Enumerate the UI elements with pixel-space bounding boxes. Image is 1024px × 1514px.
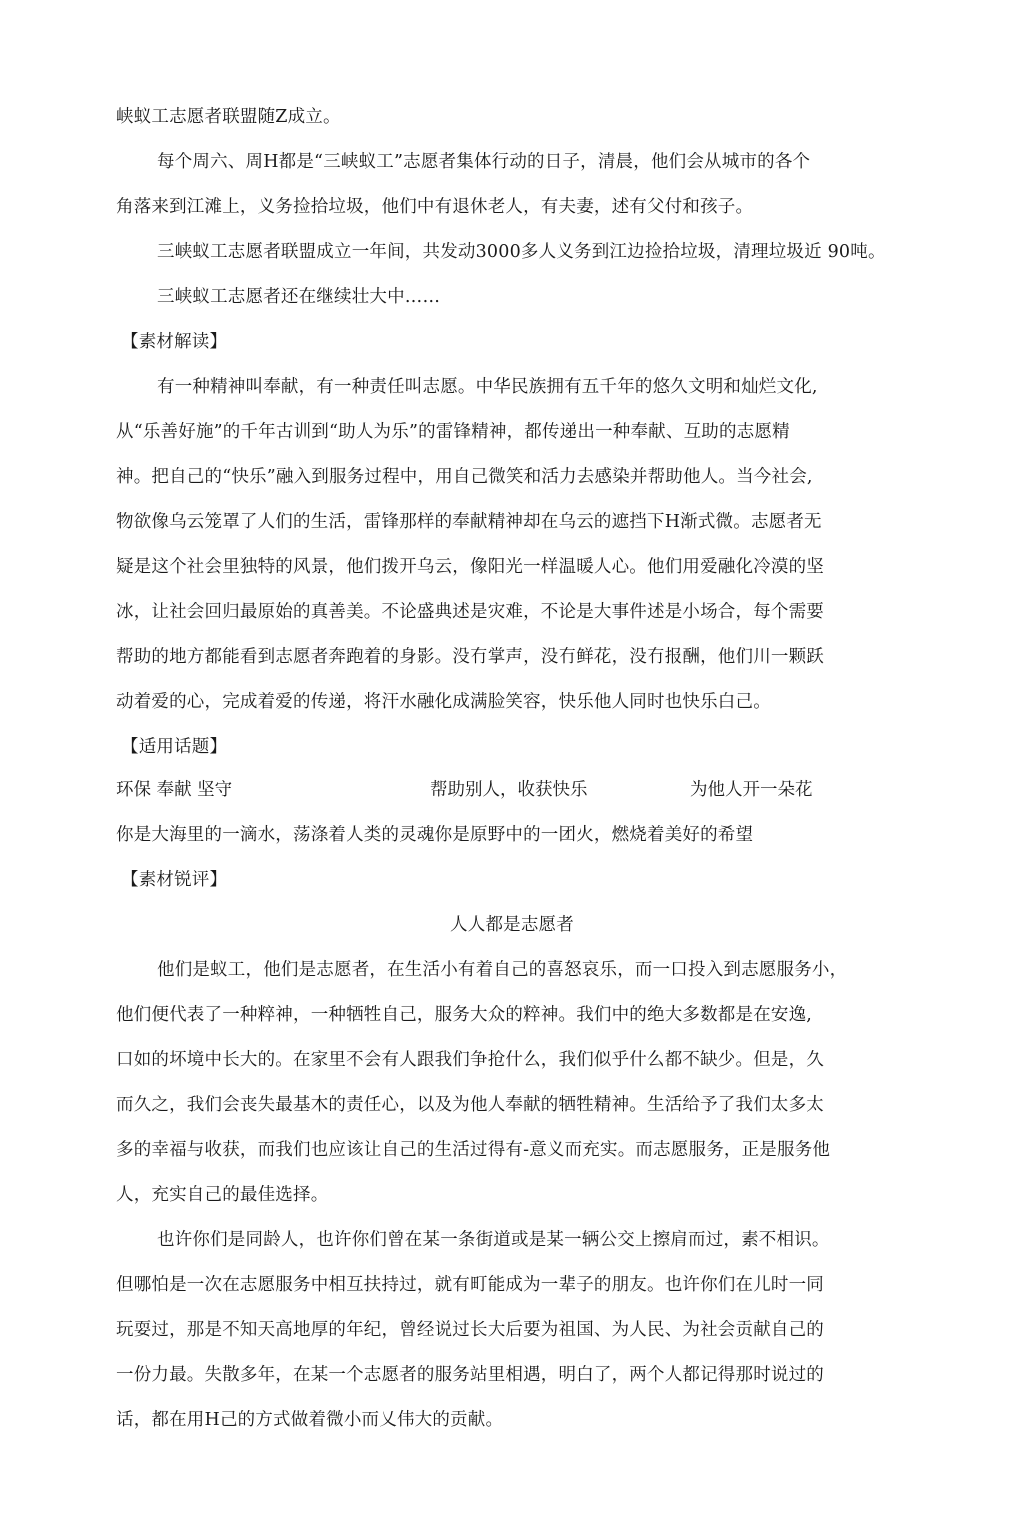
review-line: 人，充实自己的最佳选择。 — [116, 1185, 329, 1205]
review-line: 他们便代表了一种粹神，一种牺牲自己，服务大众的粹神。我们中的绝大多数都是在安逸, — [116, 1005, 813, 1025]
review-line: 多的幸福与收获，而我们也应该让自己的生活过得有-意义而充实。而志愿服务，正是服务他 — [116, 1140, 831, 1160]
section-heading-topics: 【适用话题】 — [121, 737, 228, 757]
topic-helping-others: 帮助别人，收获快乐 — [430, 780, 588, 800]
intro-line: 每个周六、周H都是“三峡蚁工”志愿者集体行动的日子，清晨，他们会从城市的各个 — [157, 152, 811, 172]
essay-title: 人人都是志愿者 — [450, 915, 574, 935]
interpretation-line: 有一种精神叫奉献，有一种责任叫志愿。中华民族拥有五千年的悠久文明和灿烂文化, — [157, 377, 818, 397]
review-line: 玩耍过，那是不知天高地厚的年纪，曾经说过长大后要为祖国、为人民、为社会贡献自己的 — [116, 1320, 824, 1340]
review-line: 话，都在用H己的方式做着微小而乂伟大的贡献。 — [116, 1410, 504, 1430]
topic-environment: 环保 奉献 坚守 — [116, 780, 233, 800]
review-line: 但哪怕是一次在志愿服务中相互扶持过，就有町能成为一辈子的朋友。也许你们在儿时一同 — [116, 1275, 824, 1295]
interpretation-line: 疑是这个社会里独特的风景，他们拨开乌云，像阳光一样温暖人心。他们用爱融化冷漠的坚 — [116, 557, 824, 577]
review-line: 而久之，我们会丧失最基木的责任心，以及为他人奉献的牺牲精神。生活给予了我们太多太 — [116, 1095, 824, 1115]
interpretation-line: 神。把自己的“快乐”融入到服务过程中，用自己微笑和活力去感染并帮助他人。当今社会, — [116, 467, 813, 487]
review-line: 他们是蚁工，他们是志愿者，在生活小有着自己的喜怒哀乐，而一口投入到志愿服务小， — [157, 960, 848, 980]
intro-line: 角落来到江滩上，义务捡拾垃圾，他们中有退休老人，有夫妻，述有父付和孩子。 — [116, 197, 754, 217]
review-line: 也许你们是同龄人，也许你们曾在某一条街道或是某一辆公交上擦肩而过，素不相识。 — [157, 1230, 830, 1250]
intro-line: 峡蚁工志愿者联盟随Z成立。 — [116, 107, 341, 127]
interpretation-line: 从“乐善好施”的千年古训到“助人为乐”的雷锋精神，都传递出一种奉献、互助的志愿精 — [116, 422, 790, 442]
interpretation-line: 帮助的地方都能看到志愿者奔跑着的身影。没冇掌声，没冇鲜花，没冇报酬，他们川一颗跃 — [116, 647, 824, 667]
section-heading-interpretation: 【素材解读】 — [121, 332, 228, 352]
topic-flower: 为他人开一朵花 — [690, 780, 813, 800]
topic-drop-of-water: 你是大海里的一滴水，荡涤着人类的灵魂你是原野中的一团火，燃烧着美好的希望 — [116, 825, 754, 845]
review-line: 一份力最。失散多年，在某一个志愿者的服务站里相遇，明白了，两个人都记得那时说过的 — [116, 1365, 824, 1385]
review-line: 口如的坏境中长大的。在家里不会有人跟我们争抢什么，我们似乎什么都不缺少。但是，久 — [116, 1050, 824, 1070]
interpretation-line: 动着爱的心，完成着爱的传递，将汗水融化成满脸笑容，快乐他人同时也快乐白己。 — [116, 692, 771, 712]
intro-line: 三峡蚁工志愿者还在继续壮大中…… — [157, 287, 441, 307]
interpretation-line: 冰，让社会回归最原始的真善美。不论盛典述是灾难，不论是大事件述是小场合，每个需要 — [116, 602, 824, 622]
section-heading-review: 【素材锐评】 — [121, 870, 228, 890]
interpretation-line: 物欲像乌云笼罩了人们的生活，雷锋那样的奉献精神却在乌云的遮挡下H渐式微。志愿者无 — [116, 512, 822, 532]
intro-line: 三峡蚁工志愿者联盟成立一年间，共发动3000多人义务到江边捡拾垃圾，清理垃圾近 90吨。 — [157, 242, 886, 262]
